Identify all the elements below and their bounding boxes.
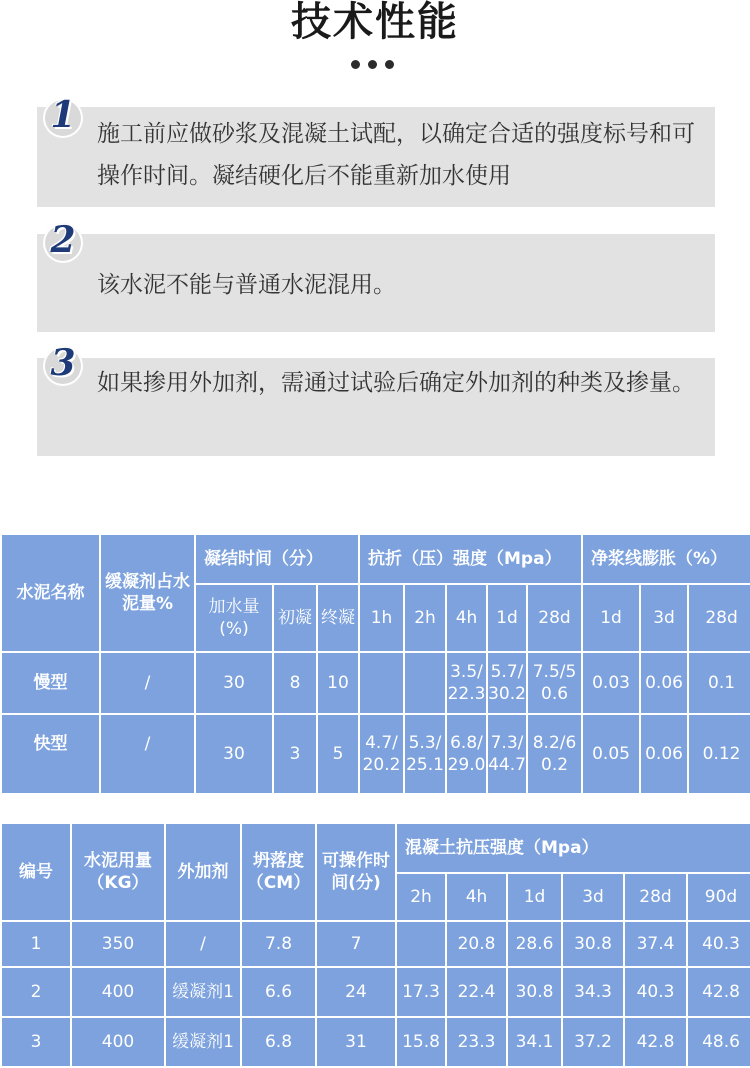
cell-s2h [404,652,446,714]
cell-slump: 6.6 [241,967,316,1017]
cell-90d: 48.6 [687,1017,750,1067]
header-expansion-28d: 28d [688,584,750,652]
table-row [1,652,750,714]
note-text: 施工前应做砂浆及混凝土试配，以确定合适的强度标号和可操作时间。凝结硬化后不能重新加水使用 [97,121,695,189]
cell-3d: 30.8 [562,921,624,967]
cell-s1h [359,652,404,714]
header-setting-time: 凝结时间（分） [195,534,359,584]
cell-s1d: 5.7/30.2 [487,652,527,714]
number-badge-3: 3 [43,346,83,386]
concrete-strength-table [0,822,750,1068]
cell-e1d: 0.03 [582,652,640,714]
cell-e28d: 0.1 [688,652,750,714]
header-strength-1d: 1d [487,584,527,652]
header-strength-2h: 2h [404,584,446,652]
header-water: 加水量(%) [195,584,273,652]
cell-90d: 40.3 [687,921,750,967]
cell-28d: 40.3 [624,967,687,1017]
cell-no: 1 [1,921,71,967]
cell-no: 3 [1,1017,71,1067]
cell-no: 2 [1,967,71,1017]
note-text: 如果掺用外加剂，需通过试验后确定外加剂的种类及掺量。 [97,370,695,396]
header-strength-1h: 1h [359,584,404,652]
cell-water: 30 [195,714,273,794]
cell-additive: 缓凝剂1 [165,1017,241,1067]
header-cement-name: 水泥名称 [1,534,100,652]
cell-s4h: 6.8/29.0 [446,714,487,794]
header-expansion-3d: 3d [640,584,688,652]
cell-3d: 34.3 [562,967,624,1017]
header-90d: 90d [687,873,750,921]
header-work-time: 可操作时间(分) [316,823,396,921]
header-retarder: 缓凝剂占水泥量% [100,534,195,652]
cell-slump: 7.8 [241,921,316,967]
header-2h: 2h [396,873,446,921]
cell-90d: 42.8 [687,967,750,1017]
cement-spec-table [0,533,750,795]
header-strength-4h: 4h [446,584,487,652]
header-number: 编号 [1,823,71,921]
header-flexural-strength: 抗折（压）强度（Mpa） [359,534,582,584]
cell-water: 30 [195,652,273,714]
cell-retarder: / [100,714,195,794]
cell-e3d: 0.06 [640,652,688,714]
cell-e28d: 0.12 [688,714,750,794]
cell-1d: 34.1 [507,1017,562,1067]
cell-name: 慢型 [1,652,100,714]
cell-s4h: 3.5/22.3 [446,652,487,714]
cell-initial: 8 [273,652,317,714]
cell-s28d: 7.5/50.6 [527,652,582,714]
cell-1d: 28.6 [507,921,562,967]
header-3d: 3d [562,873,624,921]
cell-additive: / [165,921,241,967]
header-slump: 坍落度（CM） [241,823,316,921]
header-compressive-strength: 混凝土抗压强度（Mpa） [396,823,750,873]
cell-initial: 3 [273,714,317,794]
cell-4h: 22.4 [446,967,507,1017]
header-strength-28d: 28d [527,584,582,652]
cell-2h: 15.8 [396,1017,446,1067]
cell-s2h: 5.3/25.1 [404,714,446,794]
cell-worktime: 24 [316,967,396,1017]
number-badge-1: 1 [43,98,83,138]
table-row [1,1017,750,1067]
cell-cement: 400 [71,1017,165,1067]
cell-final: 10 [317,652,359,714]
cell-additive: 缓凝剂1 [165,967,241,1017]
note-card-2 [37,234,715,332]
number-badge-2: 2 [43,223,83,263]
cell-worktime: 7 [316,921,396,967]
cell-cement: 400 [71,967,165,1017]
table-row [1,714,750,794]
cell-s28d: 8.2/60.2 [527,714,582,794]
table-row [1,921,750,967]
header-1d: 1d [507,873,562,921]
header-28d: 28d [624,873,687,921]
cell-slump: 6.8 [241,1017,316,1067]
cell-1d: 30.8 [507,967,562,1017]
header-additive: 外加剂 [165,823,241,921]
note-card-3 [37,358,715,456]
cell-final: 5 [317,714,359,794]
table-row [1,967,750,1017]
cell-4h: 23.3 [446,1017,507,1067]
cell-name: 快型 [1,714,100,794]
cell-4h: 20.8 [446,921,507,967]
note-text: 该水泥不能与普通水泥混用。 [97,272,396,298]
cell-28d: 37.4 [624,921,687,967]
note-card-1 [37,107,715,207]
header-4h: 4h [446,873,507,921]
header-final-set: 终凝 [317,584,359,652]
cell-e1d: 0.05 [582,714,640,794]
title-divider-dots [351,60,394,69]
header-expansion: 净浆线膨胀（%） [582,534,750,584]
cell-s1d: 7.3/44.7 [487,714,527,794]
header-cement-amount: 水泥用量（KG） [71,823,165,921]
cell-2h: 17.3 [396,967,446,1017]
cell-e3d: 0.06 [640,714,688,794]
cell-retarder: / [100,652,195,714]
cell-worktime: 31 [316,1017,396,1067]
cell-3d: 37.2 [562,1017,624,1067]
cell-cement: 350 [71,921,165,967]
header-initial-set: 初凝 [273,584,317,652]
cell-2h [396,921,446,967]
header-expansion-1d: 1d [582,584,640,652]
page-title: 技术性能 [291,0,459,45]
cell-s1h: 4.7/20.2 [359,714,404,794]
cell-28d: 42.8 [624,1017,687,1067]
